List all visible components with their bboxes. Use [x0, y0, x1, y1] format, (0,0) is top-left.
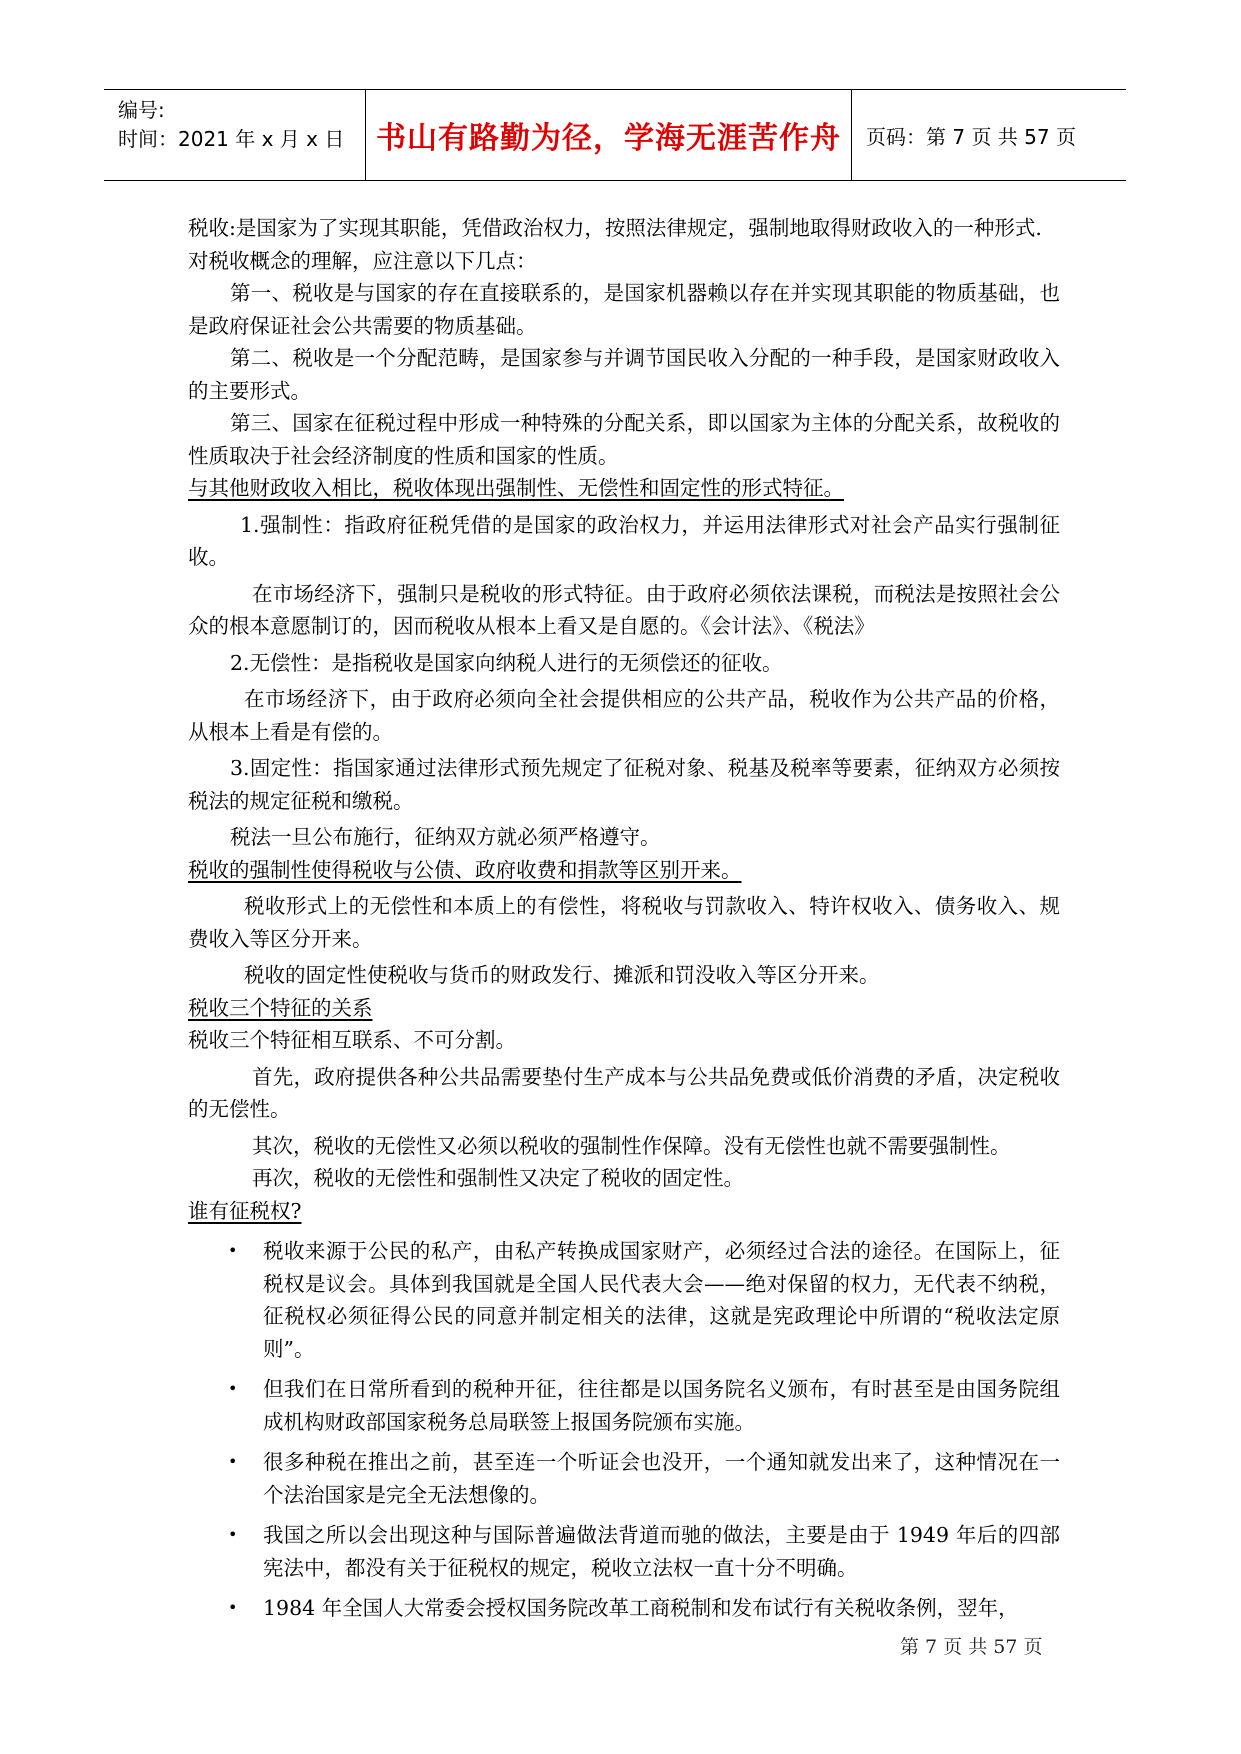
document-body: [188, 212, 1060, 1633]
header-meta: [104, 90, 366, 180]
paragraph: 税收的固定性使税收与货币的财政发行、摊派和罚没收入等区分开来。: [244, 963, 880, 987]
list-item-text: 很多种税在推出之前，甚至连一个听证会也没开，一个通知就发出来了，这种情况在一个法治国家是完全无法想像的。: [263, 1450, 1060, 1507]
bullet-icon: •: [228, 1598, 238, 1617]
section-heading: [188, 992, 1060, 1025]
paragraph: 第二、税收是一个分配范畴，是国家参与并调节国民收入分配的一种手段，是国家财政收入的主要形式。: [188, 346, 1060, 403]
serial-label: 编号:: [118, 98, 165, 122]
paragraph: 第三、国家在征税过程中形成一种特殊的分配关系，即以国家为主体的分配关系，故税收的性质取决于社会经济制度的性质和国家的性质。: [188, 411, 1060, 468]
paragraph: 对税收概念的理解，应注意以下几点：: [188, 248, 537, 273]
list-item: [188, 1519, 1060, 1584]
paragraph: 再次，税收的无偿性和强制性又决定了税收的固定性。: [252, 1166, 744, 1190]
paragraph: 税法一旦公布施行，征纳双方就必须严格遵守。: [230, 825, 661, 849]
bullet-icon: •: [228, 1452, 238, 1471]
list-item-text: 我国之所以会出现这种与国际普遍做法背道而驰的做法，主要是由于 1949 年后的四部宪法中，都没有关于征税权的规定，税收立法权一直十分不明确。: [263, 1523, 1060, 1580]
list-item: [188, 1446, 1060, 1511]
section-heading: [188, 1195, 1060, 1228]
section-heading: [188, 854, 1060, 887]
underlined-heading: 与其他财政收入相比，税收体现出强制性、无偿性和固定性的形式特征。: [188, 476, 844, 500]
paragraph: 税收:是国家为了实现其职能，凭借政治权力，按照法律规定，强制地取得财政收入的一种形式.: [188, 216, 1042, 240]
bullet-icon: •: [228, 1241, 238, 1260]
list-item: [188, 1373, 1060, 1438]
paragraph: 在市场经济下，强制只是税收的形式特征。由于政府必须依法课税，而税法是按照社会公众的根本意愿制订的，因而税收从根本上看又是自愿的。《会计法》、《税法》: [188, 581, 1060, 638]
paragraph: 3.固定性：指国家通过法律形式预先规定了征税对象、税基及税率等要素，征纳双方必须按税法的规定征税和缴税。: [188, 756, 1060, 813]
paragraph: 首先，政府提供各种公共品需要垫付生产成本与公共品免费或低价消费的矛盾，决定税收的无偿性。: [188, 1064, 1060, 1121]
bullet-list: [188, 1235, 1060, 1625]
paragraph: 税收形式上的无偿性和本质上的有偿性，将税收与罚款收入、特许权收入、债务收入、规费收入等区分开来。: [188, 894, 1060, 951]
underlined-heading: 税收三个特征的关系: [188, 995, 373, 1020]
underlined-heading: 谁有征税权?: [188, 1198, 302, 1223]
list-item-text: 1984 年全国人大常委会授权国务院改革工商税制和发布试行有关税收条例，翌年，: [263, 1596, 1019, 1620]
header-page-info: 页码：第 7 页 共 57 页: [866, 124, 1076, 149]
bullet-icon: •: [228, 1379, 238, 1398]
underlined-heading: 税收的强制性使得税收与公债、政府收费和捐款等区别开来。: [188, 857, 742, 882]
list-item: [188, 1592, 1060, 1625]
header-motto: 书山有路勤为径，学海无涯苦作舟: [366, 90, 852, 180]
section-heading: [188, 472, 1060, 505]
paragraph: 第一、税收是与国家的存在直接联系的，是国家机器赖以存在并实现其职能的物质基础，也是政府保证社会公共需要的物质基础。: [188, 281, 1060, 338]
list-item-text: 但我们在日常所看到的税种开征，往往都是以国务院名义颁布，有时甚至是由国务院组成机构财政部国家税务总局联签上报国务院颁布实施。: [263, 1377, 1060, 1434]
list-item-text: 税收来源于公民的私产，由私产转换成国家财产，必须经过合法的途径。在国际上，征税权是议会。具体到我国就是全国人民代表大会——绝对保留的权力，无代表不纳税，征税权必须征得公民的同意并制定相关的法律，这就是宪政理论中所谓的“税收法定原则”。: [263, 1239, 1060, 1361]
paragraph: 1.强制性：指政府征税凭借的是国家的政治权力，并运用法律形式对社会产品实行强制征收。: [188, 512, 1060, 569]
paragraph: 2.无偿性：是指税收是国家向纳税人进行的无须偿还的征收。: [230, 650, 783, 675]
bullet-icon: •: [228, 1525, 238, 1544]
list-item: [188, 1235, 1060, 1365]
paragraph: 在市场经济下，由于政府必须向全社会提供相应的公共产品，税收作为公共产品的价格，从根本上看是有偿的。: [188, 687, 1060, 744]
paragraph: 其次，税收的无偿性又必须以税收的强制性作保障。没有无偿性也就不需要强制性。: [252, 1133, 1011, 1158]
time-label: 时间：2021 年 x 月 x 日: [118, 127, 345, 151]
page-footer: 第 7 页 共 57 页: [900, 1636, 1043, 1658]
paragraph: 税收三个特征相互联系、不可分割。: [188, 1028, 516, 1052]
document-header: [104, 89, 1126, 181]
